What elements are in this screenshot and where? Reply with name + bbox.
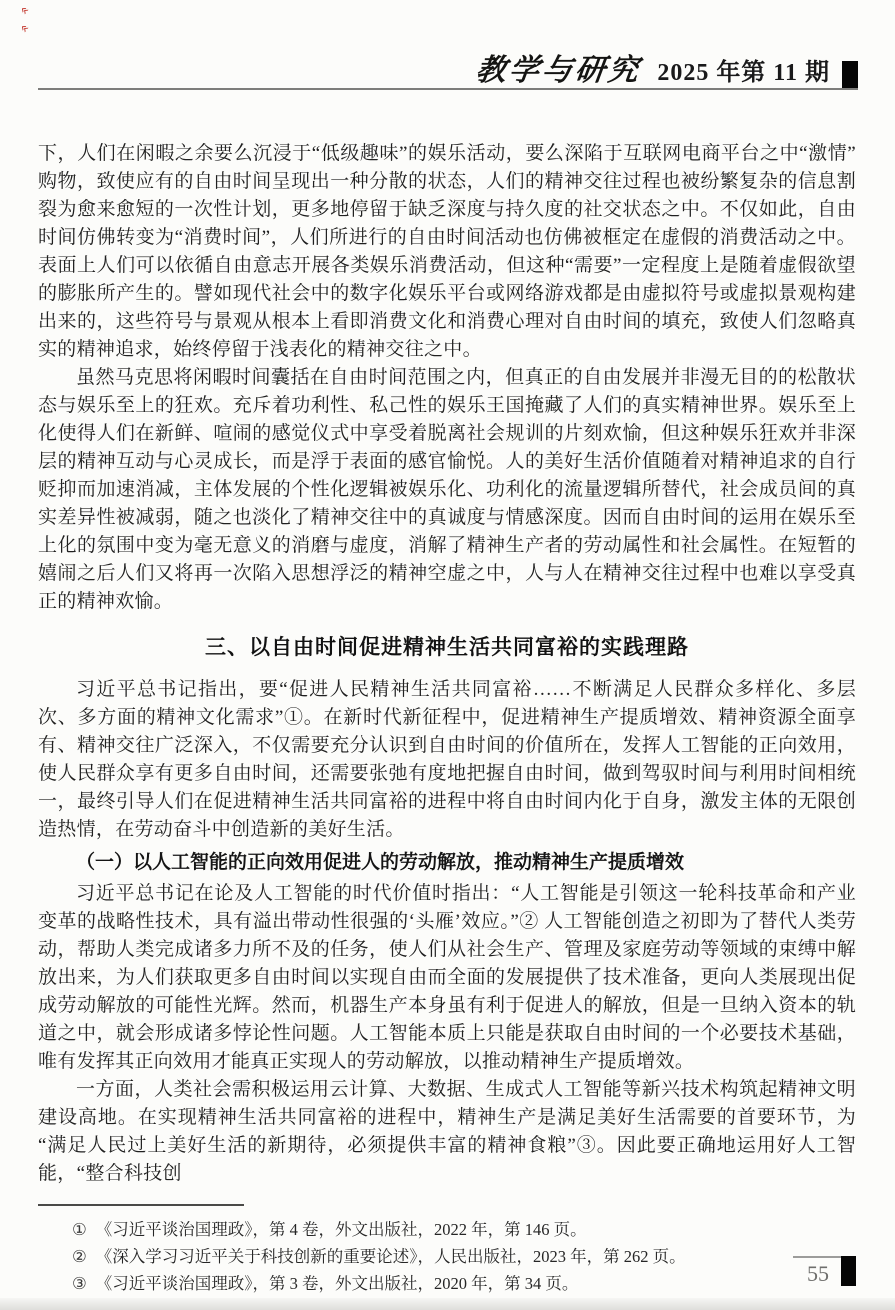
paragraph: 习近平总书记在论及人工智能的时代价值时指出：“人工智能是引领这一轮科技革命和产业变革的战略性技术，具有溢出带动性很强的‘头雁’效应。”② 人工智能创造之初即为了替代人类劳动，帮助人类完成诸多力所不及的任务，使人们从社会生产、管理及家庭劳动等领域的束缚中解放出来，为人们获取更多自由时间以实现自由而全面的发展提供了技术准备，更向人类展现出促成劳动解放的可能性光辉。然而，机器生产本身虽有利于促进人的解放，但是一旦纳入资本的轨道之中，就会形成诸多悖论性问题。人工智能本质上只能是获取自由时间的一个必要技术基础，唯有发挥其正向效用才能真正实现人的劳动解放，以推动精神生产提质增效。 (38, 883, 856, 1072)
issue-info: 2025 年第 11 期 (657, 60, 830, 86)
footnote-marker: ③ (72, 1274, 87, 1293)
section-heading: 三、以自由时间促进精神生活共同富裕的实践理路 (205, 635, 689, 659)
footnote-marker: ② (72, 1247, 87, 1266)
footnote-marker: ① (72, 1220, 87, 1239)
corner-annotation-marks (16, 2, 33, 38)
footnote-text: 《深入学习习近平关于科技创新的重要论述》，人民出版社，2023 年，第 262 页。 (95, 1247, 686, 1266)
page-number-footer (793, 1256, 856, 1287)
scan-bottom-edge (0, 1298, 895, 1310)
footnote-item (72, 1270, 856, 1297)
paragraph: 虽然马克思将闲暇时间囊括在自由时间范围之内，但真正的自由发展并非漫无目的的松散状态与娱乐至上的狂欢。充斥着功利性、私己性的娱乐王国掩藏了人们的真实精神世界。娱乐至上化使得人们在新鲜、喧闹的感觉仪式中享受着脱离社会规训的片刻欢愉，但这种娱乐狂欢并非深层的精神互动与心灵成长，而是浮于表面的感官愉悦。人的美好生活价值随着对精神追求的自行贬抑而加速消减，主体发展的个性化逻辑被娱乐化、功利化的流量逻辑所替代，社会成员间的真实差异性被减弱，随之也淡化了精神交往中的真诚度与情感深度。因而自由时间的运用在娱乐至上化的氛围中变为毫无意义的消磨与虚度，消解了精神生产者的劳动属性和社会属性。在短暂的嬉闹之后人们又将再一次陷入思想浮泛的精神空虚之中，人与人在精神交往过程中也难以享受真正的精神欢愉。 (38, 367, 856, 612)
red-tick-icon: « (16, 2, 33, 19)
page-number: 55 (793, 1256, 841, 1287)
footnote-text: 《习近平谈治国理政》，第 3 卷，外文出版社，2020 年，第 34 页。 (95, 1274, 579, 1293)
header-black-tab-icon (842, 61, 858, 88)
footnote-item (72, 1243, 856, 1270)
paragraph: 习近平总书记指出，要“促进人民精神生活共同富裕……不断满足人民群众多样化、多层次、多方面的精神文化需求”①。在新时代新征程中，促进精神生产提质增效、精神资源全面享有、精神交往广泛深入，不仅需要充分认识到自由时间的价值所在，发挥人工智能的正向效用，使人民群众享有更多自由时间，还需要张弛有度地把握自由时间，做到驾驭时间与利用时间相统一，最终引导人们在促进精神生活共同富裕的进程中将自由时间内化于自身，激发主体的无限创造热情，在劳动奋斗中创造新的美好生活。 (38, 679, 856, 840)
article-body (38, 92, 856, 1297)
footnotes (38, 1216, 856, 1297)
journal-logo: 教学与研究 (474, 53, 644, 88)
paragraph-continuation: 下，人们在闲暇之余要么沉浸于“低级趣味”的娱乐活动，要么深陷于互联网电商平台之中“激情”购物，致使应有的自由时间呈现出一种分散的状态，人们的精神交往过程也被纷繁复杂的信息割裂为愈来愈短的一次性计划，更多地停留于缺乏深度与持久度的社交状态之中。不仅如此，自由时间仿佛转变为“消费时间”，人们所进行的自由时间活动也仿佛被框定在虚假的消费活动之中。表面上人们可以依循自由意志开展各类娱乐消费活动，但这种“需要”一定程度上是随着虚假欲望的膨胀所产生的。譬如现代社会中的数字化娱乐平台或网络游戏都是由虚拟符号或虚拟景观构建出来的，这些符号与景观从根本上看即消费文化和消费心理对自由时间的填充，致使人们忽略真实的精神追求，始终停留于浅表化的精神交往之中。 (38, 143, 856, 360)
footnote-text: 《习近平谈治国理政》，第 4 卷，外文出版社，2022 年，第 146 页。 (95, 1220, 587, 1239)
footer-black-tab-icon (841, 1256, 856, 1286)
footnote-item (72, 1216, 856, 1243)
subsection-heading: （一）以人工智能的正向效用促进人的劳动解放，推动精神生产提质增效 (76, 851, 685, 873)
paragraph: 一方面，人类社会需积极运用云计算、大数据、生成式人工智能等新兴技术构筑起精神文明建设高地。在实现精神生活共同富裕的进程中，精神生产是满足美好生活需要的首要环节，为“满足人民过上美好生活的新期待，必须提供丰富的精神食粮”③。因此要正确地运用好人工智能，“整合科技创 (38, 1079, 856, 1184)
red-tick-icon: « (16, 20, 33, 37)
journal-header (38, 0, 858, 90)
footnote-divider (38, 1204, 244, 1206)
